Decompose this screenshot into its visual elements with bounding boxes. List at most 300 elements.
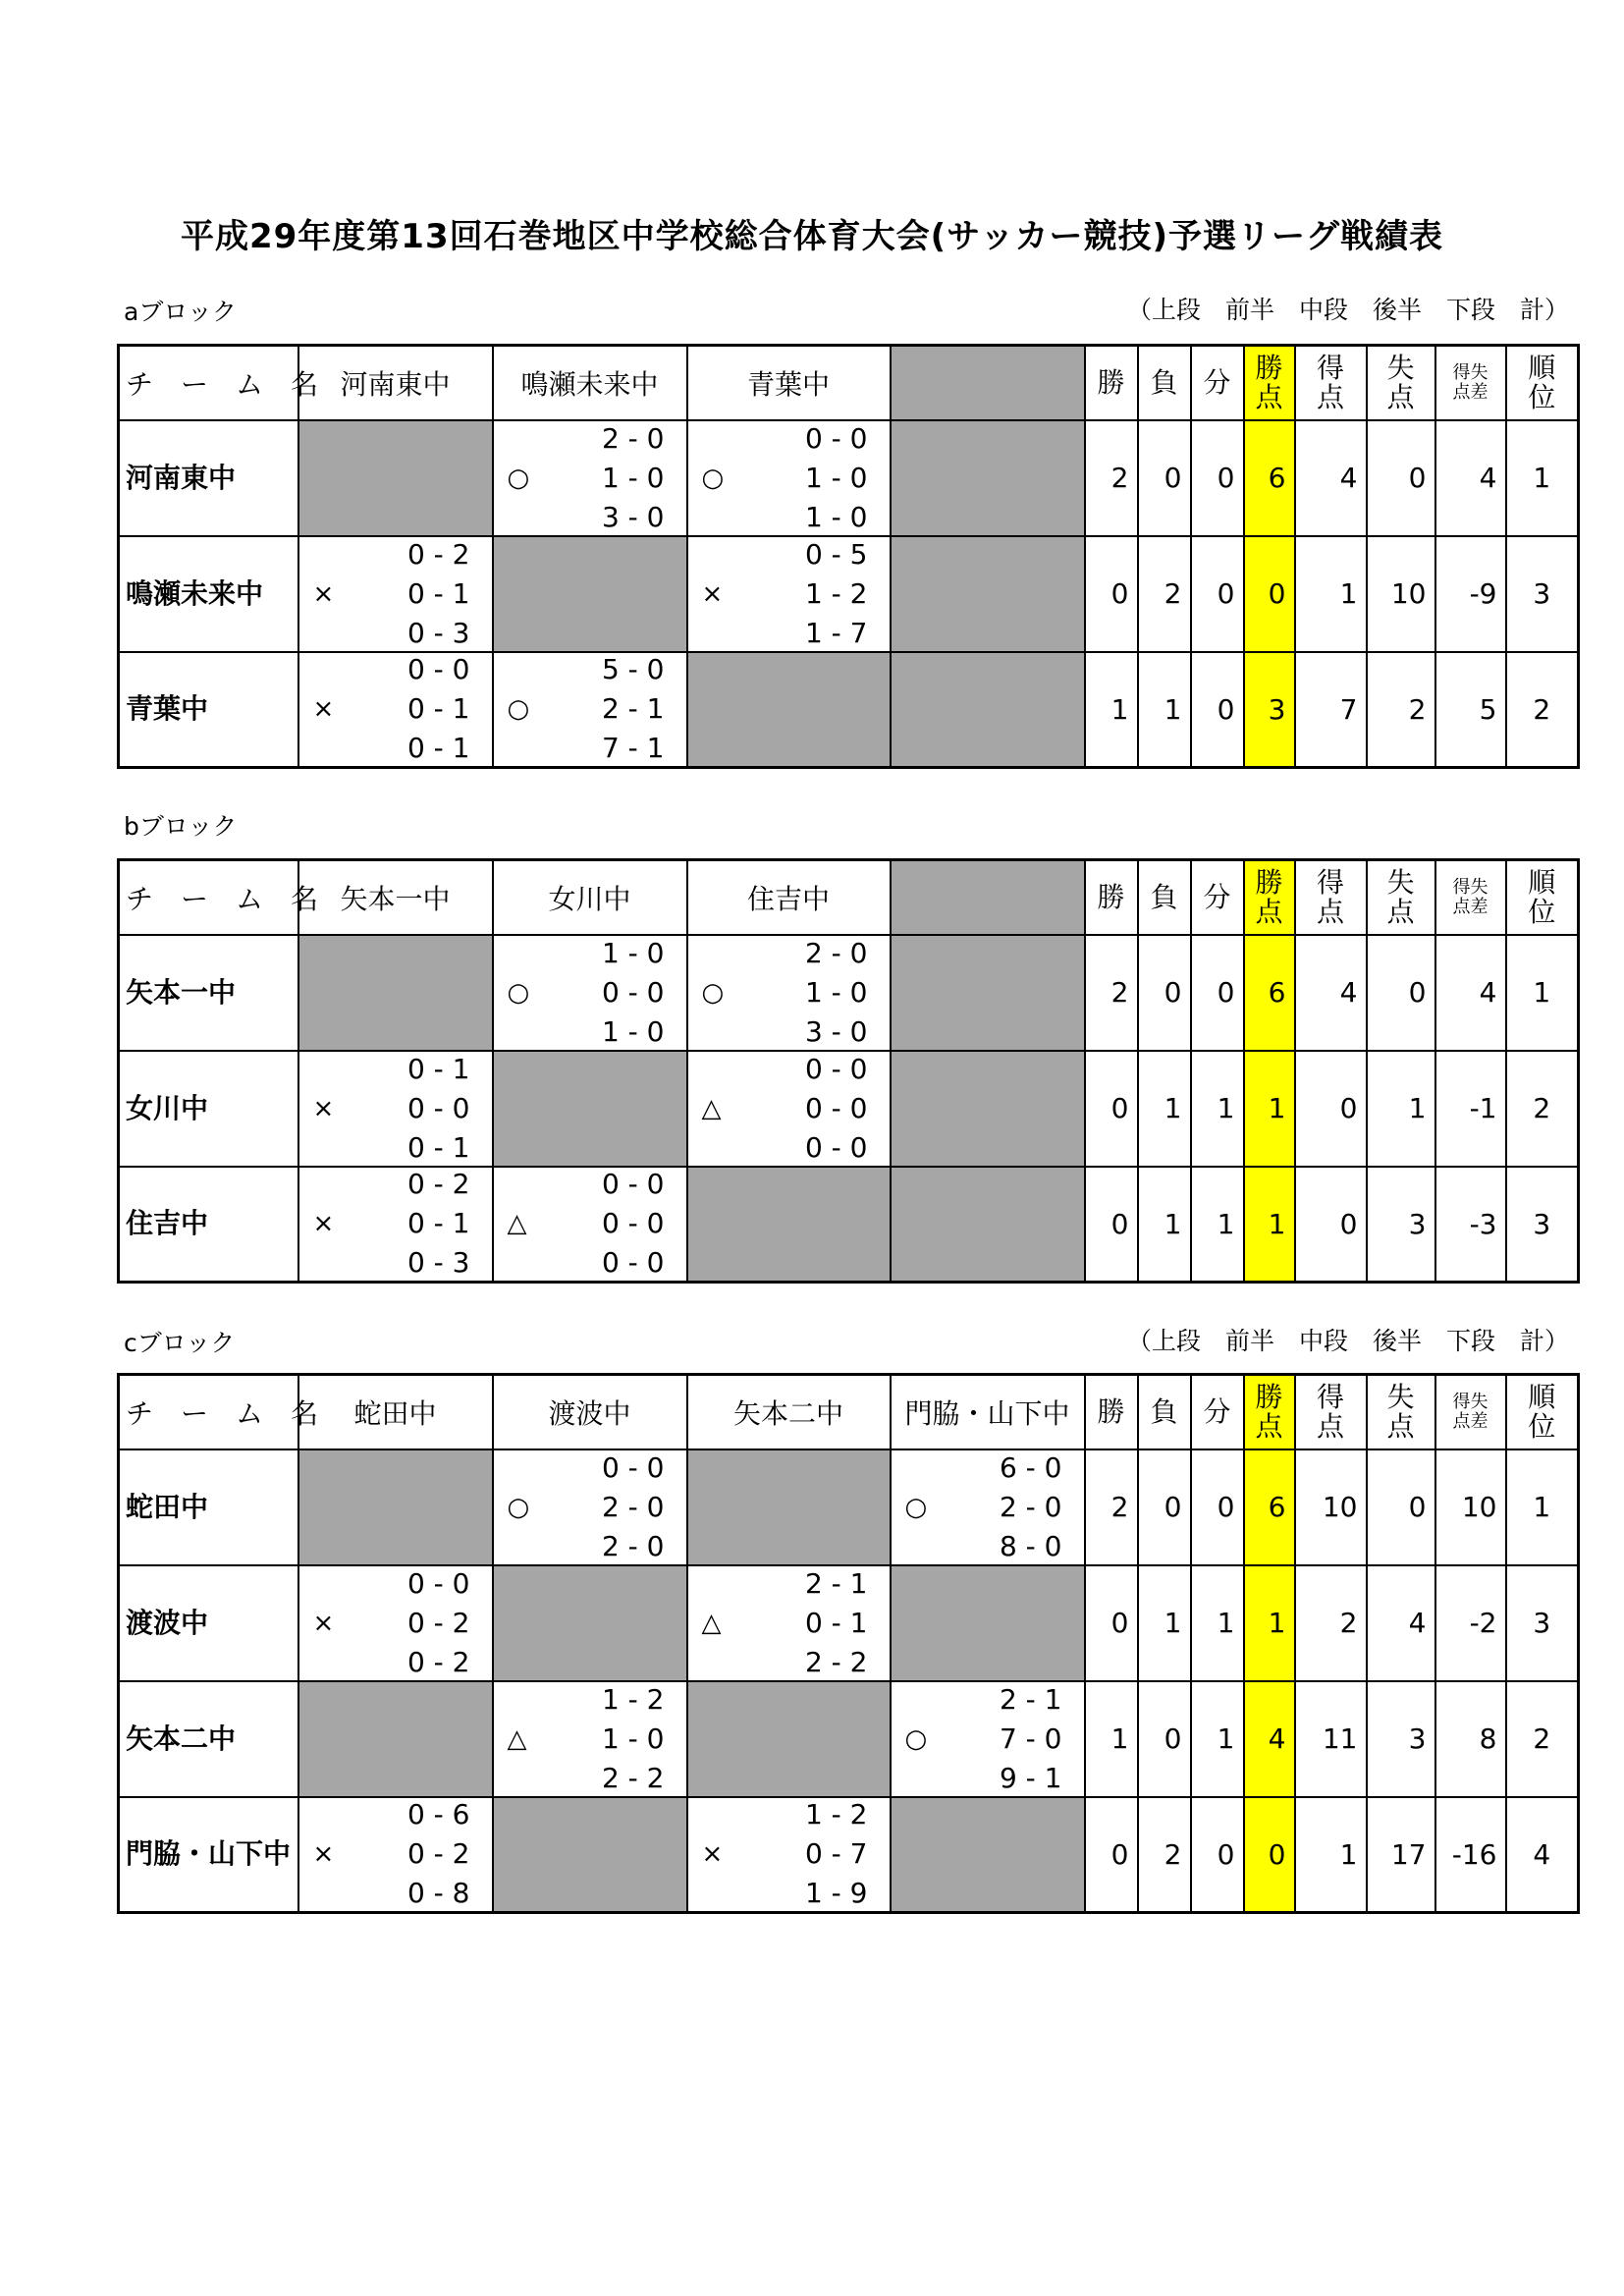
empty-cell (687, 652, 891, 768)
header-row (119, 860, 1579, 935)
score-line: 0 - 2 (406, 1168, 470, 1201)
score-line: 0 - 1 (406, 732, 470, 765)
score-line: 0 - 0 (804, 1091, 868, 1124)
wins-value: 0 (1085, 1565, 1138, 1681)
score-line: 0 - 0 (804, 1130, 868, 1164)
result-mark: × (312, 1209, 335, 1239)
score-lines (1000, 1680, 1062, 1798)
goal-diff-value: -3 (1435, 1167, 1506, 1283)
win-header: 勝 (1085, 346, 1138, 420)
goals-against-value: 2 (1367, 652, 1435, 768)
points-value: 0 (1244, 536, 1295, 652)
score-line: 0 - 1 (406, 692, 470, 726)
wins-value: 1 (1085, 1681, 1138, 1797)
score-line: 0 - 0 (804, 421, 868, 455)
score-line: 7 - 0 (999, 1722, 1062, 1755)
opponent-header (891, 860, 1085, 935)
team-row (119, 420, 1579, 536)
match-result (687, 1051, 891, 1167)
score-line: 3 - 0 (804, 1014, 868, 1048)
match-result (687, 1565, 891, 1681)
goals-for-header-part: 得 (1316, 1380, 1344, 1413)
score-lines (805, 1050, 868, 1168)
rank-value: 2 (1506, 1051, 1579, 1167)
match-result (493, 1449, 687, 1565)
page-title: 平成29年度第13回石巻地区中学校総合体育大会(サッカー競技)予選リーグ戦績表 (180, 217, 1444, 256)
goals-against-header-part: 点 (1386, 895, 1415, 928)
goals-for-header-part: 点 (1316, 1409, 1344, 1443)
wins-value: 2 (1085, 420, 1138, 536)
score-line: 2 - 0 (601, 1529, 665, 1562)
result-mark: ○ (507, 977, 530, 1008)
match-result (298, 1565, 493, 1681)
team-row (119, 1051, 1579, 1167)
draw-header: 分 (1191, 860, 1244, 935)
team-name: 門脇・山下中 (119, 1797, 298, 1913)
score-line: 0 - 1 (406, 1207, 470, 1240)
match-result (298, 536, 493, 652)
goals-against-value: 3 (1367, 1167, 1435, 1283)
score-line: 0 - 0 (601, 1246, 665, 1280)
score-lines (805, 419, 868, 537)
goals-for-value: 10 (1295, 1449, 1367, 1565)
empty-cell (891, 1797, 1085, 1913)
team-name: 女川中 (119, 1051, 298, 1167)
match-result (891, 1449, 1085, 1565)
empty-cell (493, 1797, 687, 1913)
losses-value: 2 (1138, 1797, 1191, 1913)
rank-value: 1 (1506, 420, 1579, 536)
rank-value: 1 (1506, 1449, 1579, 1565)
team-name-header: チ ー ム 名 (119, 860, 298, 935)
score-line: 2 - 0 (999, 1490, 1062, 1523)
empty-cell (298, 1681, 493, 1797)
draws-value: 1 (1191, 1167, 1244, 1283)
score-line: 1 - 9 (804, 1877, 868, 1910)
block-c-label: cブロック (124, 1329, 236, 1357)
score-line: 2 - 1 (804, 1566, 868, 1600)
rank-header (1506, 860, 1579, 935)
points-value: 1 (1244, 1167, 1295, 1283)
score-line: 1 - 0 (601, 1014, 665, 1048)
opponent-header: 門脇・山下中 (891, 1375, 1085, 1449)
goal-diff-header (1435, 860, 1506, 935)
result-mark: × (312, 1608, 335, 1638)
goal-diff-header-part: 得失 (1452, 876, 1489, 898)
rank-value: 3 (1506, 1565, 1579, 1681)
score-lines (805, 1564, 868, 1682)
score-line: 1 - 0 (804, 461, 868, 494)
match-result (493, 652, 687, 768)
score-line: 0 - 5 (804, 537, 868, 571)
goals-against-value: 0 (1367, 420, 1435, 536)
points-header (1244, 346, 1295, 420)
goals-against-value: 0 (1367, 935, 1435, 1051)
block-c-legend: （上段 前半 中段 後半 下段 計） (1126, 1327, 1569, 1355)
opponent-header: 女川中 (493, 860, 687, 935)
rank-header-part: 順 (1528, 1380, 1556, 1413)
points-value: 6 (1244, 1449, 1295, 1565)
score-line: 1 - 0 (601, 936, 665, 969)
score-lines (805, 934, 868, 1052)
score-lines (602, 1449, 665, 1566)
goals-against-header-part: 点 (1386, 1409, 1415, 1443)
losses-value: 1 (1138, 1167, 1191, 1283)
points-value: 0 (1244, 1797, 1295, 1913)
score-line: 2 - 0 (601, 1490, 665, 1523)
match-result (298, 1167, 493, 1283)
rank-value: 3 (1506, 536, 1579, 652)
team-row (119, 1449, 1579, 1565)
team-name: 矢本一中 (119, 935, 298, 1051)
score-lines (407, 535, 470, 653)
empty-cell (891, 652, 1085, 768)
header-row (119, 346, 1579, 420)
match-result (493, 420, 687, 536)
wins-value: 0 (1085, 1051, 1138, 1167)
team-row (119, 652, 1579, 768)
score-line: 0 - 8 (406, 1877, 470, 1910)
result-mark: △ (701, 1608, 722, 1638)
match-result (493, 1681, 687, 1797)
goals-for-value: 7 (1295, 652, 1367, 768)
match-result (687, 935, 891, 1051)
empty-cell (891, 1565, 1085, 1681)
points-header-part: 勝 (1255, 351, 1283, 384)
opponent-header: 鳴瀬未来中 (493, 346, 687, 420)
score-line: 1 - 2 (804, 1798, 868, 1831)
empty-cell (687, 1167, 891, 1283)
score-line: 2 - 2 (601, 1761, 665, 1794)
rank-header-part: 順 (1528, 865, 1556, 899)
goals-against-value: 17 (1367, 1797, 1435, 1913)
team-row (119, 1797, 1579, 1913)
losses-value: 1 (1138, 1565, 1191, 1681)
wins-value: 0 (1085, 1797, 1138, 1913)
score-line: 1 - 2 (804, 576, 868, 610)
opponent-header: 渡波中 (493, 1375, 687, 1449)
points-header-part: 点 (1255, 895, 1283, 928)
opponent-header: 蛇田中 (298, 1375, 493, 1449)
team-name: 住吉中 (119, 1167, 298, 1283)
points-header-part: 点 (1255, 1409, 1283, 1443)
opponent-header (891, 346, 1085, 420)
wins-value: 1 (1085, 652, 1138, 768)
wins-value: 2 (1085, 935, 1138, 1051)
block-a-table (117, 344, 1580, 769)
result-mark: × (312, 578, 335, 609)
match-result (298, 652, 493, 768)
goals-against-value: 3 (1367, 1681, 1435, 1797)
points-header-part: 勝 (1255, 865, 1283, 899)
opponent-header: 矢本二中 (687, 1375, 891, 1449)
goals-for-header (1295, 1375, 1367, 1449)
result-mark: ○ (507, 694, 530, 725)
rank-header-part: 順 (1528, 351, 1556, 384)
score-line: 2 - 2 (804, 1645, 868, 1678)
points-value: 6 (1244, 935, 1295, 1051)
points-value: 4 (1244, 1681, 1295, 1797)
team-name-header: チ ー ム 名 (119, 346, 298, 420)
goals-for-value: 0 (1295, 1167, 1367, 1283)
rank-value: 2 (1506, 652, 1579, 768)
result-mark: ○ (701, 977, 725, 1008)
score-line: 0 - 0 (601, 975, 665, 1009)
empty-cell (687, 1449, 891, 1565)
goals-against-header (1367, 1375, 1435, 1449)
result-mark: ○ (904, 1492, 928, 1522)
draw-header: 分 (1191, 1375, 1244, 1449)
team-name-header: チ ー ム 名 (119, 1375, 298, 1449)
score-line: 2 - 1 (999, 1682, 1062, 1716)
team-row (119, 1167, 1579, 1283)
team-row (119, 1681, 1579, 1797)
rank-value: 2 (1506, 1681, 1579, 1797)
goal-diff-value: 8 (1435, 1681, 1506, 1797)
score-line: 7 - 1 (601, 732, 665, 765)
score-line: 0 - 3 (406, 616, 470, 649)
score-line: 0 - 1 (406, 1130, 470, 1164)
score-line: 0 - 0 (406, 1566, 470, 1600)
match-result (298, 1797, 493, 1913)
rank-header (1506, 346, 1579, 420)
points-value: 6 (1244, 420, 1295, 536)
match-result (298, 1051, 493, 1167)
empty-cell (493, 1565, 687, 1681)
goal-diff-value: 5 (1435, 652, 1506, 768)
team-row (119, 536, 1579, 652)
empty-cell (493, 1051, 687, 1167)
block-b-table (117, 858, 1580, 1284)
points-header-part: 点 (1255, 380, 1283, 413)
score-line: 0 - 2 (406, 537, 470, 571)
goals-against-header-part: 点 (1386, 380, 1415, 413)
points-header (1244, 860, 1295, 935)
goals-against-value: 4 (1367, 1565, 1435, 1681)
rank-value: 1 (1506, 935, 1579, 1051)
loss-header: 負 (1138, 1375, 1191, 1449)
team-row (119, 935, 1579, 1051)
score-line: 1 - 7 (804, 616, 868, 649)
win-header: 勝 (1085, 1375, 1138, 1449)
result-mark: × (701, 578, 724, 609)
score-line: 2 - 1 (601, 692, 665, 726)
points-value: 1 (1244, 1051, 1295, 1167)
goals-against-value: 1 (1367, 1051, 1435, 1167)
goal-diff-value: -9 (1435, 536, 1506, 652)
score-lines (805, 535, 868, 653)
empty-cell (891, 536, 1085, 652)
match-result (687, 1797, 891, 1913)
score-line: 0 - 2 (406, 1645, 470, 1678)
rank-header (1506, 1375, 1579, 1449)
goals-for-value: 1 (1295, 1797, 1367, 1913)
score-line: 0 - 0 (406, 653, 470, 686)
score-line: 9 - 1 (999, 1761, 1062, 1794)
score-line: 0 - 0 (406, 1091, 470, 1124)
empty-cell (891, 420, 1085, 536)
draws-value: 1 (1191, 1565, 1244, 1681)
draws-value: 0 (1191, 536, 1244, 652)
team-name: 鳴瀬未来中 (119, 536, 298, 652)
score-line: 1 - 0 (804, 500, 868, 533)
wins-value: 0 (1085, 1167, 1138, 1283)
match-result (687, 536, 891, 652)
goals-for-header (1295, 346, 1367, 420)
score-line: 0 - 7 (804, 1837, 868, 1871)
wins-value: 2 (1085, 1449, 1138, 1565)
score-lines (407, 1564, 470, 1682)
goal-diff-header-part: 点差 (1452, 1410, 1489, 1432)
result-mark: × (701, 1839, 724, 1870)
score-lines (805, 1795, 868, 1913)
losses-value: 0 (1138, 935, 1191, 1051)
result-mark: × (312, 1093, 335, 1123)
goals-for-header-part: 得 (1316, 351, 1344, 384)
team-name: 蛇田中 (119, 1449, 298, 1565)
score-line: 5 - 0 (601, 653, 665, 686)
draws-value: 0 (1191, 420, 1244, 536)
rank-header-part: 位 (1528, 1409, 1556, 1443)
opponent-header: 住吉中 (687, 860, 891, 935)
losses-value: 0 (1138, 1449, 1191, 1565)
score-line: 0 - 1 (804, 1606, 868, 1639)
score-lines (602, 934, 665, 1052)
score-line: 8 - 0 (999, 1529, 1062, 1562)
empty-cell (891, 1167, 1085, 1283)
score-line: 6 - 0 (999, 1450, 1062, 1484)
goal-diff-header-part: 得失 (1452, 361, 1489, 383)
team-row (119, 1565, 1579, 1681)
score-lines (602, 1680, 665, 1798)
empty-cell (687, 1681, 891, 1797)
goal-diff-header (1435, 346, 1506, 420)
losses-value: 1 (1138, 1051, 1191, 1167)
match-result (891, 1681, 1085, 1797)
points-header-part: 勝 (1255, 1380, 1283, 1413)
goals-for-value: 4 (1295, 935, 1367, 1051)
result-mark: ○ (507, 1492, 530, 1522)
block-c-table (117, 1373, 1580, 1914)
match-result (687, 420, 891, 536)
team-name: 矢本二中 (119, 1681, 298, 1797)
result-mark: ○ (701, 463, 725, 493)
draw-header: 分 (1191, 346, 1244, 420)
goal-diff-value: 4 (1435, 935, 1506, 1051)
empty-cell (891, 1051, 1085, 1167)
points-header (1244, 1375, 1295, 1449)
losses-value: 0 (1138, 1681, 1191, 1797)
goal-diff-value: -1 (1435, 1051, 1506, 1167)
goal-diff-header (1435, 1375, 1506, 1449)
score-line: 0 - 0 (601, 1450, 665, 1484)
score-line: 0 - 3 (406, 1246, 470, 1280)
empty-cell (298, 420, 493, 536)
score-line: 2 - 0 (804, 936, 868, 969)
goals-against-header-part: 失 (1386, 865, 1415, 899)
goals-against-value: 0 (1367, 1449, 1435, 1565)
goals-for-header-part: 点 (1316, 895, 1344, 928)
match-result (493, 935, 687, 1051)
empty-cell (298, 1449, 493, 1565)
block-a-label: aブロック (124, 298, 237, 326)
team-name: 青葉中 (119, 652, 298, 768)
goals-for-value: 4 (1295, 420, 1367, 536)
win-header: 勝 (1085, 860, 1138, 935)
score-lines (1000, 1449, 1062, 1566)
score-line: 0 - 2 (406, 1606, 470, 1639)
goals-against-header (1367, 860, 1435, 935)
goal-diff-value: 4 (1435, 420, 1506, 536)
score-line: 0 - 2 (406, 1837, 470, 1871)
score-lines (407, 1050, 470, 1168)
draws-value: 0 (1191, 652, 1244, 768)
score-lines (602, 650, 665, 768)
result-mark: △ (701, 1093, 722, 1123)
result-mark: △ (507, 1723, 527, 1754)
goal-diff-header-part: 得失 (1452, 1391, 1489, 1412)
points-value: 3 (1244, 652, 1295, 768)
score-line: 1 - 2 (601, 1682, 665, 1716)
goals-against-value: 10 (1367, 536, 1435, 652)
goals-against-header-part: 失 (1386, 1380, 1415, 1413)
goal-diff-header-part: 点差 (1452, 896, 1489, 917)
score-line: 0 - 1 (406, 1052, 470, 1085)
loss-header: 負 (1138, 346, 1191, 420)
goals-against-header-part: 失 (1386, 351, 1415, 384)
opponent-header: 矢本一中 (298, 860, 493, 935)
goals-for-header (1295, 860, 1367, 935)
team-name: 渡波中 (119, 1565, 298, 1681)
losses-value: 1 (1138, 652, 1191, 768)
rank-header-part: 位 (1528, 380, 1556, 413)
goal-diff-value: -16 (1435, 1797, 1506, 1913)
score-line: 0 - 1 (406, 576, 470, 610)
draws-value: 0 (1191, 1797, 1244, 1913)
score-lines (602, 419, 665, 537)
result-mark: × (312, 1839, 335, 1870)
match-result (493, 1167, 687, 1283)
block-b-label: bブロック (124, 812, 238, 841)
score-line: 3 - 0 (601, 500, 665, 533)
empty-cell (493, 536, 687, 652)
empty-cell (891, 935, 1085, 1051)
opponent-header: 河南東中 (298, 346, 493, 420)
score-lines (407, 1165, 470, 1283)
opponent-header: 青葉中 (687, 346, 891, 420)
score-lines (407, 650, 470, 768)
header-row (119, 1375, 1579, 1449)
goal-diff-header-part: 点差 (1452, 381, 1489, 403)
goals-for-header-part: 点 (1316, 380, 1344, 413)
score-line: 2 - 0 (601, 421, 665, 455)
goal-diff-value: -2 (1435, 1565, 1506, 1681)
score-lines (407, 1795, 470, 1913)
block-a-legend: （上段 前半 中段 後半 下段 計） (1126, 296, 1569, 324)
score-line: 1 - 0 (804, 975, 868, 1009)
losses-value: 0 (1138, 420, 1191, 536)
score-line: 1 - 0 (601, 1722, 665, 1755)
score-line: 1 - 0 (601, 461, 665, 494)
score-line: 0 - 0 (601, 1168, 665, 1201)
goals-for-value: 2 (1295, 1565, 1367, 1681)
goals-for-value: 1 (1295, 536, 1367, 652)
draws-value: 1 (1191, 1681, 1244, 1797)
result-mark: ○ (507, 463, 530, 493)
result-mark: × (312, 694, 335, 725)
losses-value: 2 (1138, 536, 1191, 652)
draws-value: 1 (1191, 1051, 1244, 1167)
